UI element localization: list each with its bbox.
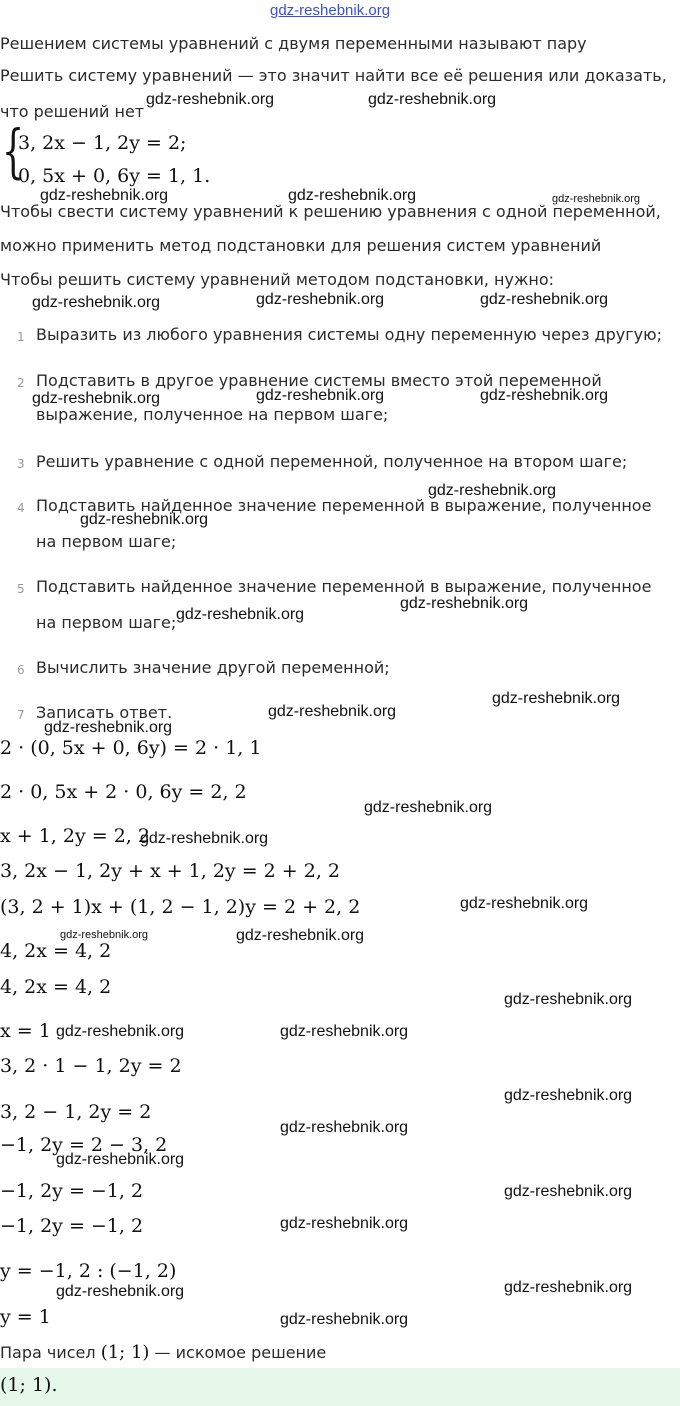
step-text: Подставить найденное значение переменной в выражение, полученное [36,577,652,596]
step-text: Решить уравнение с одной переменной, полученное на втором шаге; [36,452,628,471]
watermark: gdz-reshebnik.org [80,511,209,528]
step-text: Выразить из любого уравнения системы одну переменную через другую; [36,325,662,344]
solution-line: 4, 2x = 4, 2 [0,976,112,998]
watermark: gdz-reshebnik.org [40,187,169,204]
watermark: gdz-reshebnik.org [400,595,529,612]
step-text: выражение, полученное на первом шаге; [36,405,389,424]
solution-line: x = 1 [0,1020,51,1042]
step-text: Подставить найденное значение переменной в выражение, полученное [36,496,652,515]
watermark: gdz-reshebnik.org [504,1183,633,1200]
step-text: Записать ответ. [36,703,173,722]
step-number: 4 [17,501,25,515]
solution-line: 3, 2 · 1 − 1, 2y = 2 [0,1055,182,1077]
watermark: gdz-reshebnik.org [140,830,269,847]
intro-line-2: Решить систему уравнений — это значит найти все её решения или доказать, [0,66,667,85]
watermark: gdz-reshebnik.org [280,1311,409,1328]
watermark: gdz-reshebnik.org [368,91,497,108]
solution-line: y = 1 [0,1306,51,1328]
watermark: gdz-reshebnik.org [176,606,305,623]
step-number: 6 [17,663,25,677]
watermark: gdz-reshebnik.org [56,1283,185,1300]
watermark: gdz-reshebnik.org [32,390,161,407]
watermark: gdz-reshebnik.org [44,719,173,736]
step-number: 2 [17,376,25,390]
step-text: Подставить в другое уравнение системы вместо этой переменной [36,371,602,390]
solution-line: 4, 2x = 4, 2 [0,940,112,962]
watermark: gdz-reshebnik.org [504,991,633,1008]
watermark: gdz-reshebnik.org [492,690,621,707]
intro-line-1: Решением системы уравнений с двумя переменными называют пару [0,34,587,53]
watermark: gdz-reshebnik.org [460,895,589,912]
solution-line: 3, 2 − 1, 2y = 2 [0,1101,152,1123]
watermark: gdz-reshebnik.org [60,929,149,941]
solution-line: (3, 2 + 1)x + (1, 2 − 1, 2)y = 2 + 2, 2 [0,896,361,918]
watermark: gdz-reshebnik.org [364,799,493,816]
step-number: 7 [17,708,25,722]
solution-line: y = −1, 2 : (−1, 2) [0,1260,177,1282]
watermark: gdz-reshebnik.org [256,387,385,404]
watermark: gdz-reshebnik.org [280,1119,409,1136]
watermark: gdz-reshebnik.org [280,1023,409,1040]
step-number: 5 [17,582,25,596]
watermark: gdz-reshebnik.org [504,1087,633,1104]
solution-line: −1, 2y = −1, 2 [0,1180,144,1202]
watermark: gdz-reshebnik.org [56,1151,185,1168]
watermark: gdz-reshebnik.org [480,387,609,404]
step-number: 3 [17,457,25,471]
watermark: gdz-reshebnik.org [56,1023,185,1040]
system-equation-1: 3, 2x − 1, 2y = 2; [18,132,187,154]
substitution-line-3: Чтобы решить систему уравнений методом подстановки, нужно: [0,270,554,289]
watermark: gdz-reshebnik.org [280,1215,409,1232]
substitution-line-2: можно применить метод подстановки для решения систем уравнений [0,236,602,255]
watermark-top[interactable]: gdz-reshebnik.org [270,2,391,19]
step-number: 1 [17,330,25,344]
solution-line: −1, 2y = −1, 2 [0,1215,144,1237]
watermark: gdz-reshebnik.org [32,294,161,311]
solution-line: 3, 2x − 1, 2y + x + 1, 2y = 2 + 2, 2 [0,860,341,882]
step-text: на первом шаге; [36,532,177,551]
conclusion-prefix: Пара чисел [0,1343,96,1362]
solution-line: −1, 2y = 2 − 3, 2 [0,1134,168,1156]
watermark: gdz-reshebnik.org [236,927,365,944]
system-equation-2: 0, 5x + 0, 6y = 1, 1. [18,165,211,187]
answer-value: (1; 1). [0,1374,58,1396]
conclusion-suffix: — искомое решение [154,1343,327,1362]
watermark: gdz-reshebnik.org [268,703,397,720]
conclusion-line [0,1342,326,1363]
watermark: gdz-reshebnik.org [480,291,609,308]
watermark: gdz-reshebnik.org [256,291,385,308]
watermark: gdz-reshebnik.org [288,187,417,204]
solution-line: x + 1, 2y = 2, 2 [0,825,150,847]
solution-line: 2 · (0, 5x + 0, 6y) = 2 · 1, 1 [0,737,262,759]
intro-line-3: что решений нет [0,102,145,121]
step-text: на первом шаге; [36,613,177,632]
watermark: gdz-reshebnik.org [504,1279,633,1296]
conclusion-pair: (1; 1) [100,1342,150,1363]
watermark: gdz-reshebnik.org [552,193,641,205]
answer-box [0,1368,680,1406]
substitution-line-1: Чтобы свести систему уравнений к решению уравнения с одной переменной, [0,202,661,221]
watermark: gdz-reshebnik.org [428,482,557,499]
watermark: gdz-reshebnik.org [146,91,275,108]
step-text: Вычислить значение другой переменной; [36,658,390,677]
solution-line: 2 · 0, 5x + 2 · 0, 6y = 2, 2 [0,781,247,803]
system-brace: { [2,117,25,185]
